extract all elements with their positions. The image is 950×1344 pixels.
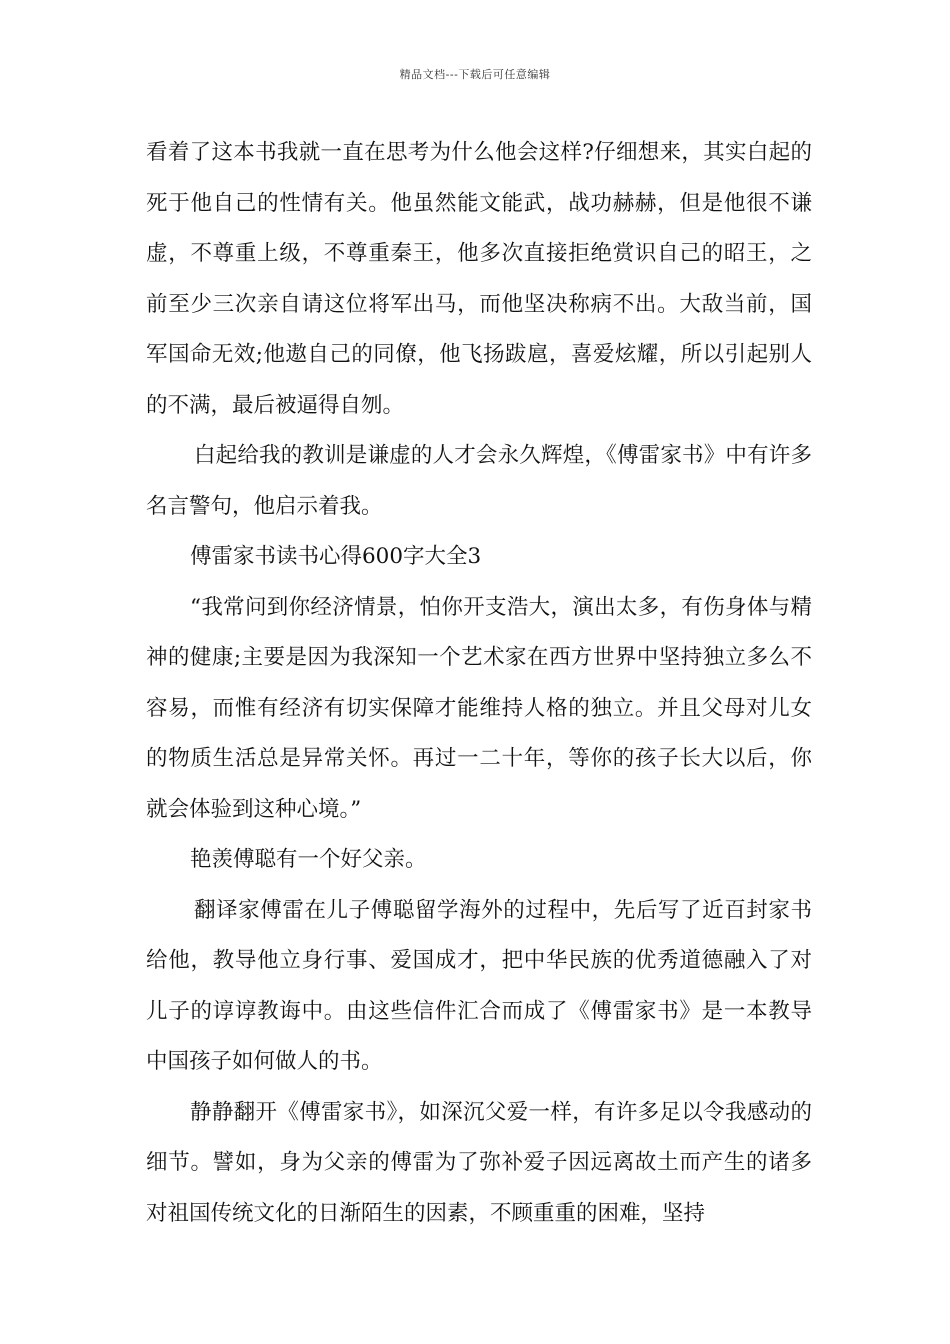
page-header: 精品文档---下载后可任意编辑 — [399, 68, 551, 81]
paragraph-5: 翻译家傅雷在儿子傅聪留学海外的过程中，先后写了近百封家书给他，教导他立身行事、爱国成才，把中华民族的优秀道德融入了对儿子的谆谆教诲中。由这些信件汇合而成了《傅雷家书》是一本教导中国孩子如何做人的书。 — [146, 897, 812, 1074]
paragraph-4: 艳羡傅聪有一个好父亲。 — [190, 847, 427, 872]
section-heading: 傅雷家书读书心得600字大全3 — [190, 544, 482, 569]
paragraph-3: “我常问到你经济情景，怕你开支浩大，演出太多，有伤身体与精神的健康;主要是因为我深知一个艺术家在西方世界中坚持独立多么不容易，而惟有经济有切实保障才能维持人格的独立。并且父母对儿女的物质生活总是异常关怀。再过一二十年，等你的孩子长大以后，你就会体验到这种心境。” — [146, 594, 812, 822]
paragraph-2: 白起给我的教训是谦虚的人才会永久辉煌，《傅雷家书》中有许多名言警句，他启示着我。 — [146, 443, 812, 519]
paragraph-6: 静静翻开《傅雷家书》，如深沉父爱一样，有许多足以令我感动的细节。譬如，身为父亲的傅雷为了弥补爱子因远离故土而产生的诸多对祖国传统文化的日渐陌生的因素，不顾重重的困难，坚持 — [146, 1099, 812, 1226]
document-body — [146, 128, 812, 1239]
paragraph-1: 看着了这本书我就一直在思考为什么他会这样?仔细想来，其实白起的死于他自己的性情有关。他虽然能文能武，战功赫赫，但是他很不谦虚，不尊重上级，不尊重秦王，他多次直接拒绝赏识自己的昭王，之前至少三次亲自请这位将军出马，而他坚决称病不出。大敌当前，国军国命无效;他遨自己的同僚，他飞扬跋扈，喜爱炫耀，所以引起别人的不满，最后被逼得自刎。 — [146, 140, 812, 418]
